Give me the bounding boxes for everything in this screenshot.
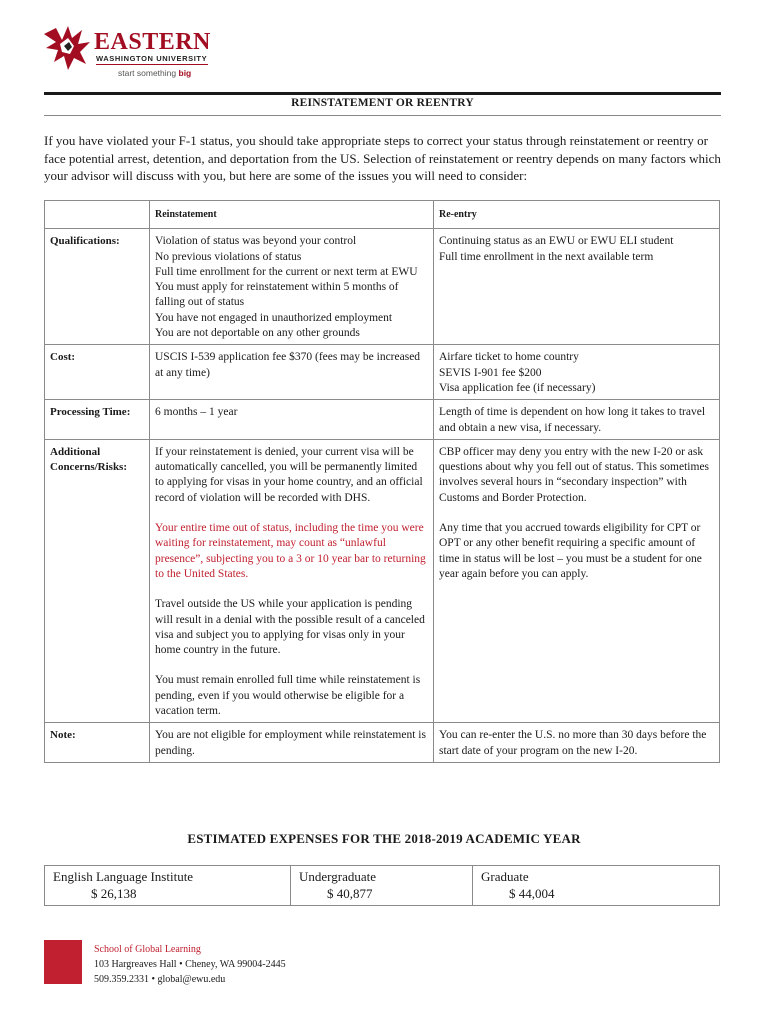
paragraph: CBP officer may deny you entry with the new I-20 or ask questions about why you fell out of status. This sometimes involves several hours in “secondary inspection” with Customs and Border Protection. — [439, 445, 710, 504]
table-row — [45, 400, 720, 440]
university-logo — [42, 24, 212, 84]
paragraph: If your reinstatement is denied, your current visa will be automatically cancelled, you will be permanently limited to applying for visas in your home country, and an official record of violation will be recorded with DHS. — [155, 445, 423, 504]
logo-wordmark: EASTERN — [94, 29, 211, 55]
processing-reinstatement: 6 months – 1 year — [150, 400, 434, 440]
processing-reentry: Length of time is dependent on how long it takes to travel and obtain a new visa, if necessary. — [434, 400, 720, 440]
list-item: You must apply for reinstatement within 5 months of falling out of status — [155, 281, 399, 309]
list-item: Full time enrollment in the next available term — [439, 250, 654, 263]
table-row — [45, 866, 720, 906]
list-item: You have not engaged in unauthorized employment — [155, 311, 393, 324]
logo-divider — [96, 64, 208, 65]
list-item: Airfare ticket to home country — [439, 351, 579, 364]
cost-reinstatement: USCIS I-539 application fee $370 (fees may be increased at any time) — [150, 345, 434, 400]
row-label-qualifications: Qualifications: — [45, 229, 150, 345]
expense-cell-eli — [45, 866, 291, 906]
header-reentry: Re-entry — [434, 201, 720, 229]
paragraph: You must remain enrolled full time while reinstatement is pending, even if you would otherwise be eligible for a vacation term. — [155, 674, 421, 718]
expense-label: English Language Institute — [53, 869, 194, 884]
expenses-table — [44, 865, 720, 906]
expense-cell-graduate — [473, 866, 720, 906]
logo-tagline: start something big — [118, 68, 192, 78]
warning-paragraph: Your entire time out of status, including the time you were waiting for reinstatement, may count as “unlawful presence”, subjecting you to a 3 or 10 year bar to returning to the United States. — [155, 522, 426, 580]
list-item: No previous violations of status — [155, 250, 302, 263]
table-row — [45, 345, 720, 400]
row-label-concerns: Additional Concerns/Risks: — [45, 439, 150, 722]
qualifications-reinstatement — [150, 229, 434, 345]
table-row — [45, 229, 720, 345]
list-item: Violation of status was beyond your control — [155, 235, 357, 248]
expense-label: Undergraduate — [299, 869, 377, 884]
header-empty — [45, 201, 150, 229]
list-item: Visa application fee (if necessary) — [439, 381, 596, 394]
note-reentry: You can re-enter the U.S. no more than 30 days before the start date of your program on the new I-20. — [434, 723, 720, 763]
footer-school-name: School of Global Learning — [94, 944, 201, 955]
row-label-cost: Cost: — [45, 345, 150, 400]
comparison-table — [44, 200, 720, 763]
heading-rule-top — [44, 92, 721, 95]
qualifications-reentry — [434, 229, 720, 345]
paragraph: Travel outside the US while your application is pending will result in a denial with the possible result of a canceled visa and subject you to applying for visas only in your home country in the future. — [155, 598, 425, 657]
concerns-reinstatement — [150, 439, 434, 722]
footer-contact — [94, 942, 286, 987]
table-header-row — [45, 201, 720, 229]
footer-accent-block — [44, 940, 82, 984]
expense-cell-undergraduate — [291, 866, 473, 906]
expenses-title: ESTIMATED EXPENSES FOR THE 2018-2019 ACADEMIC YEAR — [187, 831, 581, 846]
eagle-icon — [42, 24, 94, 74]
list-item: SEVIS I-901 fee $200 — [439, 366, 542, 379]
expense-amount: $ 26,138 — [91, 886, 137, 901]
paragraph: Any time that you accrued towards eligibility for CPT or OPT or any other benefit requiring a specific amount of time in status will be lost – you must be a student for one year again before you can apply. — [439, 522, 702, 580]
note-reinstatement: You are not eligible for employment while reinstatement is pending. — [150, 723, 434, 763]
table-row — [45, 723, 720, 763]
expense-amount: $ 40,877 — [327, 886, 373, 901]
list-item: You are not deportable on any other grounds — [155, 327, 360, 340]
header-reinstatement: Reinstatement — [150, 201, 434, 229]
concerns-reentry — [434, 439, 720, 722]
footer-address: 103 Hargreaves Hall • Cheney, WA 99004-2445 — [94, 959, 286, 970]
cost-reentry — [434, 345, 720, 400]
heading-rule-bottom — [44, 115, 721, 116]
expense-amount: $ 44,004 — [509, 886, 555, 901]
footer-phone-email: 509.359.2331 • global@ewu.edu — [94, 974, 226, 985]
logo-subtitle: WASHINGTON UNIVERSITY — [96, 54, 208, 63]
row-label-note: Note: — [45, 723, 150, 763]
row-label-processing: Processing Time: — [45, 400, 150, 440]
intro-paragraph: If you have violated your F-1 status, you should take appropriate steps to correct your status through reinstatement or reentry or face potential arrest, detention, and deportation from the US. Selection of reinstatement or reentry depends on many factors which your advisor will discuss with you, but here are some of the issues you will need to consider: — [44, 133, 721, 183]
expense-label: Graduate — [481, 869, 529, 884]
list-item: Full time enrollment for the current or next term at EWU — [155, 265, 418, 278]
page-heading: REINSTATEMENT OR REENTRY — [291, 97, 474, 109]
table-row — [45, 439, 720, 722]
list-item: Continuing status as an EWU or EWU ELI student — [439, 235, 674, 248]
